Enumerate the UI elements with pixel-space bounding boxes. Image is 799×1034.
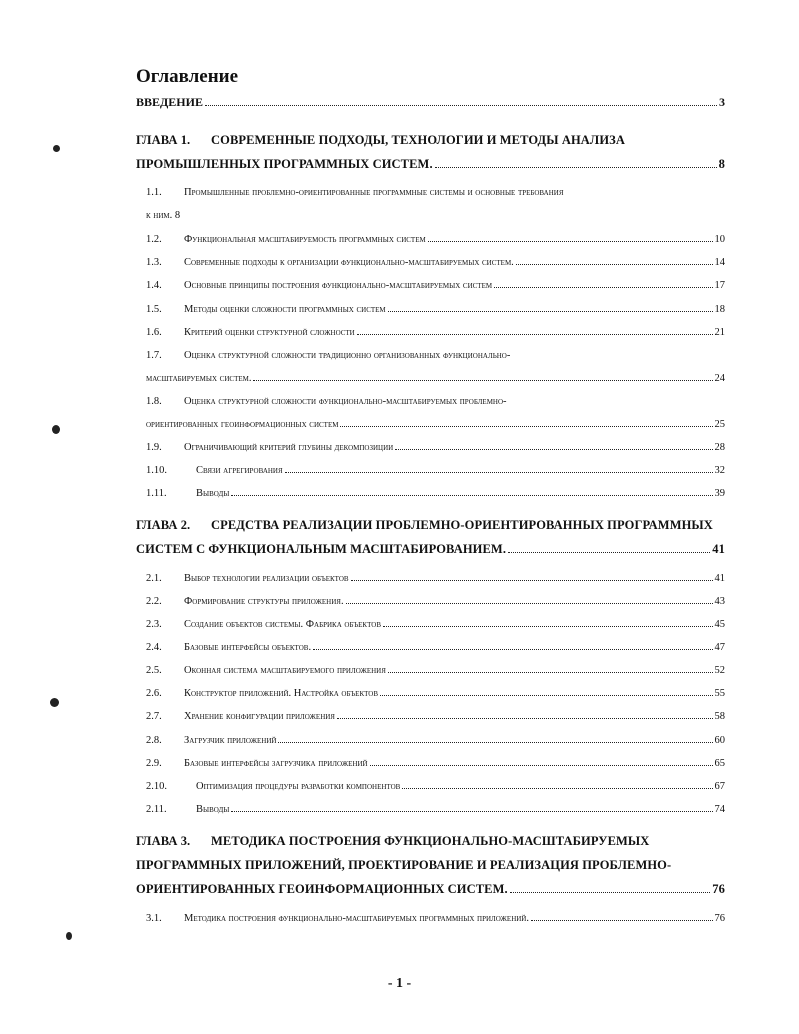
- chapter-number: ГЛАВА 2.: [136, 518, 191, 532]
- toc-chapter-2[interactable]: [136, 518, 725, 533]
- section-title: Хранение конфигурации приложения: [184, 711, 335, 722]
- section-number: 1.3.: [146, 257, 162, 268]
- toc-page-number: 18: [714, 304, 725, 315]
- toc-chapter-3[interactable]: [136, 834, 725, 849]
- dot-leader: [494, 287, 712, 288]
- dot-leader: [351, 580, 713, 581]
- section-title: Базовые интерфейсы загрузчика приложений: [184, 758, 368, 769]
- toc-section-1-3[interactable]: [146, 257, 725, 268]
- section-number: 1.11.: [146, 488, 167, 499]
- section-number: 1.1.: [146, 187, 162, 198]
- punch-mark: [66, 932, 72, 940]
- dot-leader: [508, 552, 710, 553]
- dot-leader: [435, 167, 717, 168]
- dot-leader: [388, 672, 713, 673]
- punch-mark: [52, 425, 60, 434]
- section-number: 2.6.: [146, 688, 162, 699]
- dot-leader: [231, 811, 712, 812]
- section-number: 2.8.: [146, 735, 162, 746]
- section-title: Промышленные проблемно-ориентированные программные системы и основные требования: [184, 187, 564, 198]
- section-title: Оптимизация процедуры разработки компонентов: [196, 781, 401, 792]
- toc-section-2-7[interactable]: [146, 711, 725, 722]
- toc-heading: Оглавление: [136, 66, 239, 87]
- chapter-title: МЕТОДИКА ПОСТРОЕНИЯ ФУНКЦИОНАЛЬНО-МАСШТАБИРУЕМЫХ: [211, 834, 650, 848]
- punch-mark: [50, 698, 59, 707]
- toc-section-1-8[interactable]: [146, 396, 725, 407]
- section-title: Выводы: [196, 488, 230, 499]
- section-number: 1.8.: [146, 396, 162, 407]
- section-title: Формирование структуры приложения.: [184, 596, 344, 607]
- toc-page-number: 67: [714, 781, 725, 792]
- section-number: 2.10.: [146, 781, 167, 792]
- section-title: Критерий оценки структурной сложности: [184, 327, 355, 338]
- section-number: 1.4.: [146, 280, 162, 291]
- toc-page-number: 45: [714, 619, 725, 630]
- section-number: 2.7.: [146, 711, 162, 722]
- toc-page-number: 24: [714, 373, 725, 384]
- chapter-title: СРЕДСТВА РЕАЛИЗАЦИИ ПРОБЛЕМНО-ОРИЕНТИРОВАННЫХ ПРОГРАММНЫХ: [211, 518, 713, 532]
- toc-page-number: 58: [714, 711, 725, 722]
- dot-leader: [313, 649, 712, 650]
- section-title: Оценка структурной сложности функционально-масштабируемых проблемно-: [184, 396, 507, 407]
- toc-entry-title: ВВЕДЕНИЕ: [136, 95, 203, 109]
- toc-section-1-5[interactable]: [146, 304, 725, 315]
- section-title: Современные подходы к организации функционально-масштабируемых систем.: [184, 257, 514, 268]
- chapter-title: ОРИЕНТИРОВАННЫХ ГЕОИНФОРМАЦИОННЫХ СИСТЕМ.: [136, 882, 508, 896]
- page-number-footer: - 1 -: [387, 976, 412, 991]
- toc-section-1-1-continued[interactable]: [146, 210, 725, 221]
- toc-page-number: 65: [714, 758, 725, 769]
- section-title: Связи агрегирования: [196, 465, 283, 476]
- section-title: Функциональная масштабируемость программных систем: [184, 234, 426, 245]
- toc-chapter-1[interactable]: [136, 133, 725, 148]
- toc-section-3-1[interactable]: [146, 913, 725, 924]
- section-number: 2.5.: [146, 665, 162, 676]
- chapter-title: ПРОГРАММНЫХ ПРИЛОЖЕНИЙ, ПРОЕКТИРОВАНИЕ И РЕАЛИЗАЦИЯ ПРОБЛЕМНО-: [136, 858, 672, 872]
- dot-leader: [516, 264, 713, 265]
- toc-section-2-5[interactable]: [146, 665, 725, 676]
- dot-leader: [357, 334, 713, 335]
- toc-section-1-1[interactable]: [146, 187, 725, 198]
- toc-section-2-4[interactable]: [146, 642, 725, 653]
- section-number: 2.11.: [146, 804, 167, 815]
- section-title: Загрузчик приложений: [184, 735, 277, 746]
- dot-leader: [402, 788, 712, 789]
- toc-section-1-7-continued[interactable]: [146, 373, 725, 384]
- toc-page-number: 60: [714, 735, 725, 746]
- dot-leader: [395, 449, 712, 450]
- toc-section-1-8-continued[interactable]: [146, 419, 725, 430]
- dot-leader: [278, 742, 712, 743]
- section-number: 1.6.: [146, 327, 162, 338]
- section-number: 2.1.: [146, 573, 162, 584]
- dot-leader: [510, 892, 711, 893]
- section-title: ориентированных геоинформационных систем: [146, 419, 339, 430]
- toc-page-number: 39: [714, 488, 725, 499]
- punch-mark: [53, 145, 60, 152]
- toc-section-2-10[interactable]: [146, 781, 725, 792]
- toc-page-number: 8: [718, 157, 725, 171]
- toc-section-2-3[interactable]: [146, 619, 725, 630]
- toc-page-number: 14: [714, 257, 725, 268]
- toc-entry-intro[interactable]: [136, 95, 725, 110]
- toc-chapter-3-line3[interactable]: [136, 882, 725, 897]
- toc-section-2-8[interactable]: [146, 735, 725, 746]
- section-title: Оценка структурной сложности традиционно организованных функционально-: [184, 350, 511, 361]
- section-title: Методика построения функционально-масштабируемых программных приложений.: [184, 913, 529, 924]
- toc-page-number: 55: [714, 688, 725, 699]
- toc-page-number: 52: [714, 665, 725, 676]
- chapter-number: ГЛАВА 3.: [136, 834, 191, 848]
- dot-leader: [346, 603, 713, 604]
- section-number: 2.2.: [146, 596, 162, 607]
- toc-section-1-6[interactable]: [146, 327, 725, 338]
- dot-leader: [428, 241, 713, 242]
- section-title: Оконная система масштабируемого приложения: [184, 665, 386, 676]
- toc-page-number: 28: [714, 442, 725, 453]
- toc-page-number: 43: [714, 596, 725, 607]
- dot-leader: [380, 695, 712, 696]
- dot-leader: [370, 765, 713, 766]
- section-number: 2.4.: [146, 642, 162, 653]
- toc-section-1-7[interactable]: [146, 350, 725, 361]
- section-number: 1.7.: [146, 350, 162, 361]
- dot-leader: [285, 472, 713, 473]
- toc-section-1-9[interactable]: [146, 442, 725, 453]
- toc-page-number: 21: [714, 327, 725, 338]
- toc-section-2-1[interactable]: [146, 573, 725, 584]
- dot-leader: [253, 380, 712, 381]
- dot-leader: [531, 920, 713, 921]
- toc-page-number: 10: [714, 234, 725, 245]
- toc-page-number: 17: [714, 280, 725, 291]
- toc-page-number: 25: [714, 419, 725, 430]
- toc-section-1-11[interactable]: [146, 488, 725, 499]
- toc-chapter-3-line2[interactable]: [136, 858, 725, 873]
- chapter-title: СОВРЕМЕННЫЕ ПОДХОДЫ, ТЕХНОЛОГИИ И МЕТОДЫ АНАЛИЗА: [211, 133, 625, 147]
- section-title: Основные принципы построения функционально-масштабируемых систем: [184, 280, 493, 291]
- dot-leader: [205, 105, 717, 106]
- toc-page-number: 76: [712, 882, 725, 896]
- toc-chapter-2-continued[interactable]: [136, 542, 725, 557]
- dot-leader: [383, 626, 712, 627]
- section-number: 1.9.: [146, 442, 162, 453]
- section-number: 2.9.: [146, 758, 162, 769]
- toc-page-number: 41: [712, 542, 725, 556]
- toc-page-number: 47: [714, 642, 725, 653]
- section-title: масштабируемых систем.: [146, 373, 252, 384]
- section-title: Выбор технологии реализации объектов: [184, 573, 349, 584]
- chapter-title: ПРОМЫШЛЕННЫХ ПРОГРАММНЫХ СИСТЕМ.: [136, 157, 433, 171]
- section-number: 1.10.: [146, 465, 167, 476]
- toc-section-1-4[interactable]: [146, 280, 725, 291]
- section-number: 1.5.: [146, 304, 162, 315]
- dot-leader: [337, 718, 713, 719]
- chapter-title: СИСТЕМ С ФУНКЦИОНАЛЬНЫМ МАСШТАБИРОВАНИЕМ.: [136, 542, 507, 556]
- section-title: к ним. 8: [146, 210, 181, 221]
- chapter-number: ГЛАВА 1.: [136, 133, 191, 147]
- toc-page-number: 32: [714, 465, 725, 476]
- section-title: Выводы: [196, 804, 230, 815]
- section-number: 1.2.: [146, 234, 162, 245]
- toc-section-1-2[interactable]: [146, 234, 725, 245]
- section-title: Базовые интерфейсы объектов.: [184, 642, 312, 653]
- toc-page-number: 3: [719, 95, 725, 109]
- toc-section-2-11[interactable]: [146, 804, 725, 815]
- toc-page-number: 41: [714, 573, 725, 584]
- toc-chapter-1-continued[interactable]: [136, 157, 725, 172]
- section-title: Методы оценки сложности программных систем: [184, 304, 386, 315]
- toc-page-number: 74: [714, 804, 725, 815]
- toc-section-2-6[interactable]: [146, 688, 725, 699]
- toc-page-number: 76: [714, 913, 725, 924]
- dot-leader: [340, 426, 712, 427]
- section-title: Создание объектов системы. Фабрика объектов: [184, 619, 382, 630]
- toc-section-2-9[interactable]: [146, 758, 725, 769]
- dot-leader: [231, 495, 712, 496]
- section-title: Ограничивающий критерий глубины декомпозиции: [184, 442, 394, 453]
- section-title: Конструктор приложений. Настройка объектов: [184, 688, 379, 699]
- section-number: 3.1.: [146, 913, 162, 924]
- toc-section-2-2[interactable]: [146, 596, 725, 607]
- toc-section-1-10[interactable]: [146, 465, 725, 476]
- dot-leader: [388, 311, 713, 312]
- section-number: 2.3.: [146, 619, 162, 630]
